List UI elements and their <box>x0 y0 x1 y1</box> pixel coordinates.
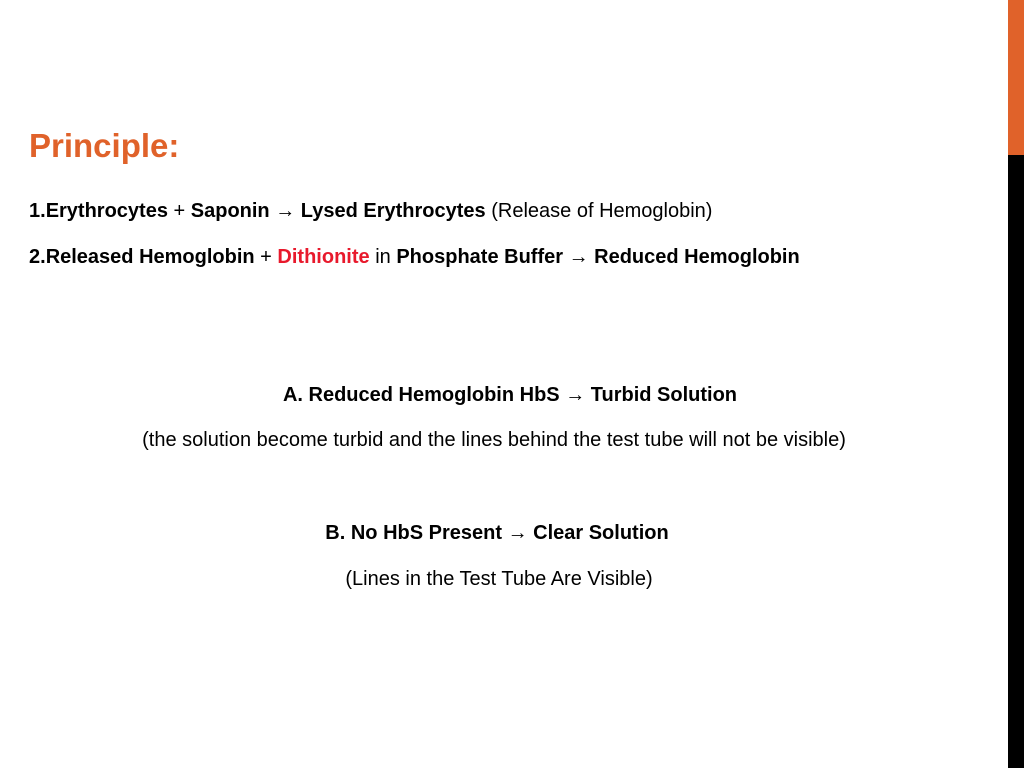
step-1-arrow: → <box>269 200 301 222</box>
outcome-a-arrow: → <box>559 384 591 406</box>
step-1-term-erythrocytes: Erythrocytes <box>45 200 168 222</box>
step-2-arrow: → <box>563 246 595 268</box>
step-2-number: 2. <box>29 246 46 268</box>
outcome-a-label: A. Reduced Hemoglobin HbS <box>282 384 560 406</box>
step-2-plus: + <box>254 246 278 268</box>
step-1-plus: + <box>167 200 191 222</box>
outcome-a-explanation: (the solution become turbid and the lines behind the test tube will not be visible) <box>142 429 846 451</box>
step-2-term-buffer: Phosphate Buffer <box>396 246 564 268</box>
outcome-a-result: Turbid Solution <box>590 384 738 406</box>
slide-title: Principle: <box>29 127 180 164</box>
step-2-term-hemoglobin: Released Hemoglobin <box>45 246 255 268</box>
side-accent-bar <box>1008 0 1024 155</box>
principle-step-1 <box>29 198 712 224</box>
step-1-result: Lysed Erythrocytes <box>300 200 486 222</box>
step-1-note: (Release of Hemoglobin) <box>485 200 713 222</box>
step-2-connector: in <box>369 246 397 268</box>
outcome-b-result: Clear Solution <box>533 522 669 544</box>
outcome-a-heading <box>10 382 1010 408</box>
step-2-result: Reduced Hemoglobin <box>594 246 800 268</box>
step-1-number: 1. <box>29 200 46 222</box>
outcome-b-heading <box>0 520 997 546</box>
principle-step-2 <box>29 244 800 270</box>
outcome-b-explanation: (Lines in the Test Tube Are Visible) <box>345 568 653 590</box>
outcome-b-arrow: → <box>507 522 534 544</box>
step-1-term-saponin: Saponin <box>190 200 270 222</box>
step-2-term-dithionite: Dithionite <box>277 246 370 268</box>
outcome-b-label: B. No HbS Present <box>325 522 508 544</box>
side-dark-bar <box>1008 155 1024 768</box>
